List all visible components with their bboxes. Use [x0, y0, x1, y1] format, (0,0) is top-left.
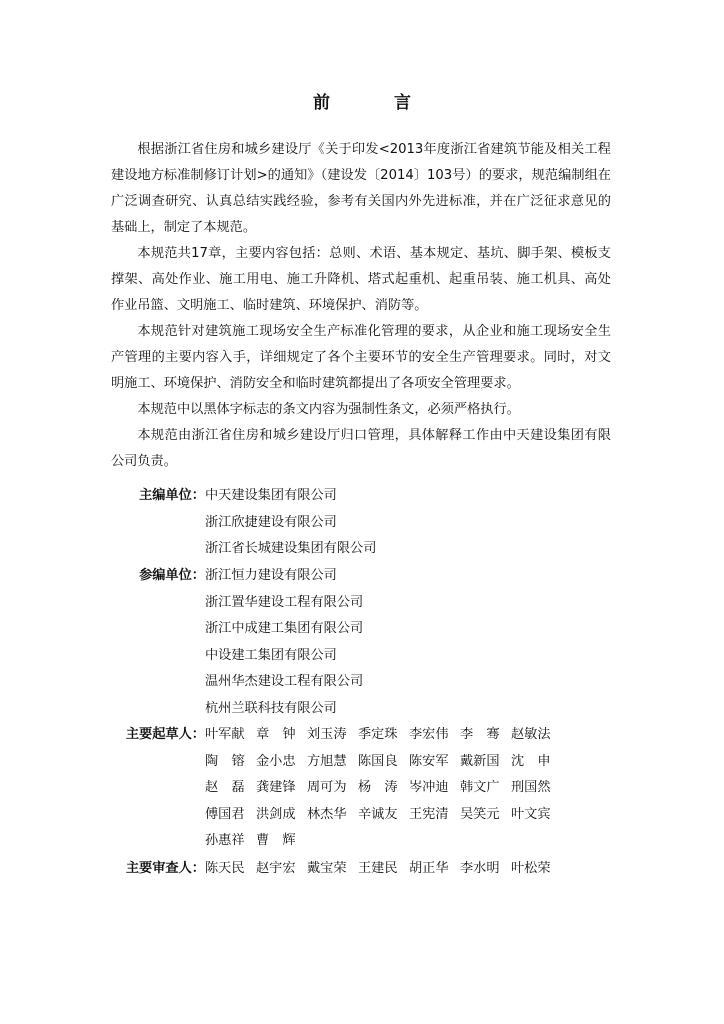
- drafter-name: 刘玉涛: [307, 727, 347, 742]
- drafter-name: 陈安军: [409, 753, 449, 769]
- drafters-label: 主要起草人：: [125, 727, 205, 742]
- drafter-name: 孙惠祥: [205, 833, 245, 848]
- paragraph-scope: 本规范针对建筑施工现场安全生产标准化管理的要求，从企业和施工现场安全生产管理的主要内容入手，详细规定了各个主要环节的安全生产管理要求。同时，对文明施工、环境保护、消防安全和临时建筑都提出了各项安全管理要求。: [111, 324, 611, 391]
- page-title: [0, 88, 724, 113]
- drafter-name: 叶文宾: [511, 806, 551, 822]
- drafter-name: 刑国然: [511, 780, 551, 795]
- drafter-name: 王宪清: [409, 806, 449, 822]
- participating-units-section: [111, 563, 631, 722]
- drafter-name: 季定珠: [358, 727, 398, 742]
- drafter-name: 赵 磊: [205, 780, 245, 795]
- paragraph-contents: 本规范共17章，主要内容包括：总则、术语、基本规定、基坑、脚手架、模板支撑架、高处作业、施工用电、施工升降机、塔式起重机、起重吊装、施工机具、高处作业吊篮、文明施工、临时建筑、环境保护、消防等。: [111, 246, 611, 313]
- participating-unit-item: 浙江恒力建设有限公司: [205, 568, 337, 583]
- paragraph-management: 本规范由浙江省住房和城乡建设厅归口管理，具体解释工作由中天建设集团有限公司负责。: [111, 428, 611, 469]
- participating-units-label: 参编单位：: [139, 568, 205, 583]
- drafter-name: 沈 申: [511, 753, 551, 769]
- drafter-name: 李 骞: [460, 727, 500, 742]
- reviewer-name: 陈天民: [205, 861, 245, 876]
- drafter-name: 韩文广: [460, 780, 500, 795]
- drafter-name: 龚建锋: [256, 780, 296, 795]
- drafters-names: [205, 722, 565, 855]
- title-char-1: 前: [313, 93, 330, 113]
- drafter-name: 洪剑成: [256, 806, 296, 822]
- drafter-name: 李宏伟: [409, 727, 449, 742]
- drafter-name: 金小忠: [256, 753, 296, 769]
- drafter-name: 辛诚友: [358, 806, 398, 822]
- reviewer-name: 叶松荣: [511, 861, 551, 876]
- drafter-name: 周可为: [307, 780, 347, 795]
- drafter-name: 方旭慧: [307, 753, 347, 769]
- reviewer-name: 王建民: [358, 861, 398, 876]
- chief-unit-item: 中天建设集团有限公司: [205, 488, 337, 503]
- drafter-name: 赵敏法: [511, 727, 551, 742]
- chief-units-label: 主编单位：: [139, 488, 205, 503]
- reviewer-name: 李水明: [460, 861, 500, 876]
- participating-unit-item: 温州华杰建设工程有限公司: [205, 674, 364, 689]
- reviewer-name: 戴宝荣: [307, 861, 347, 876]
- participating-unit-item: 中设建工集团有限公司: [205, 647, 337, 663]
- reviewers-names: [205, 856, 565, 883]
- drafter-name: 章 钟: [256, 727, 296, 742]
- reviewer-name: 胡正华: [409, 861, 449, 876]
- chief-unit-item: 浙江欣捷建设有限公司: [205, 514, 337, 530]
- drafter-name: 戴新国: [460, 753, 500, 769]
- drafter-name: 傅国君: [205, 806, 245, 822]
- reviewer-name: 赵宇宏: [256, 861, 296, 876]
- drafters-section: [111, 722, 631, 855]
- preface-body: [111, 137, 611, 475]
- paragraph-basis: 根据浙江省住房和城乡建设厅《关于印发<2013年度浙江省建筑节能及相关工程建设地方标准制修订计划>的通知》（建设发〔2014〕103号）的要求，规范编制组在广泛调查研究、认真总结实践经验，参考有关国内外先进标准，并在广泛征求意见的基础上，制定了本规范。: [111, 142, 611, 235]
- reviewers-section: [111, 856, 631, 883]
- chief-unit-item: 浙江省长城建设集团有限公司: [205, 541, 377, 556]
- participating-unit-item: 浙江置华建设工程有限公司: [205, 594, 364, 610]
- drafter-name: 叶军献: [205, 727, 245, 742]
- drafter-name: 杨 涛: [358, 780, 398, 795]
- drafter-name: 陈国良: [358, 753, 398, 769]
- drafter-name: 吴笑元: [460, 806, 500, 822]
- participating-unit-item: 杭州兰联科技有限公司: [205, 700, 337, 716]
- drafter-name: 林杰华: [307, 806, 347, 822]
- participating-unit-item: 浙江中成建工集团有限公司: [205, 621, 364, 636]
- chief-units-section: [111, 483, 631, 563]
- paragraph-mandatory: 本规范中以黑体字标志的条文内容为强制性条文，必须严格执行。: [137, 402, 520, 417]
- drafter-name: 岑冲迪: [409, 780, 449, 795]
- title-char-2: 言: [394, 93, 411, 113]
- reviewers-label: 主要审查人：: [125, 861, 205, 876]
- drafter-name: 曹 辉: [256, 833, 296, 848]
- drafter-name: 陶 镕: [205, 753, 245, 769]
